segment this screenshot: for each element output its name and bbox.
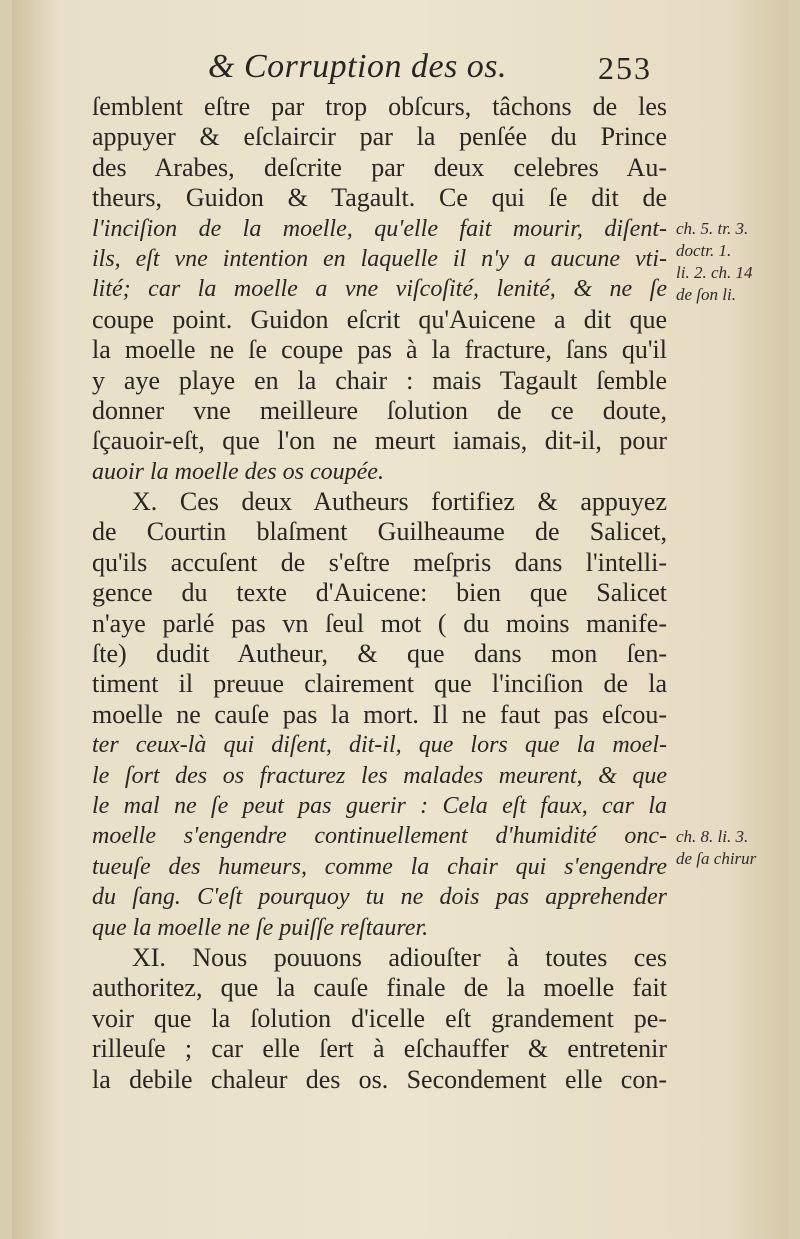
running-title: & Corruption des os. bbox=[208, 48, 508, 85]
margin-note-line: ch. 5. tr. 3. bbox=[676, 219, 749, 238]
text-line: ſemblent eſtre par trop obſcurs, tâchons de les bbox=[92, 92, 667, 121]
text-line: voir que la ſolution d'icelle eſt grandement pe- bbox=[92, 1003, 667, 1033]
text-line: gence du texte d'Auicene: bien que Salicet bbox=[92, 578, 667, 608]
text-line: timent il preuue clairement que l'inciſion de la bbox=[92, 669, 667, 699]
text-line: ſte) dudit Autheur, & que dans mon ſen- bbox=[92, 639, 667, 669]
text-line: tueuſe des humeurs, comme la chair qui s'engendre bbox=[92, 853, 667, 880]
text-line: ter ceux-là qui diſent, dit-il, que lors que la moel- bbox=[92, 732, 667, 759]
text-line: du ſang. C'eſt pourquoy tu ne dois pas apprehender bbox=[92, 884, 667, 911]
text-line: XI. Nous pouuons adiouſter à toutes ces bbox=[132, 942, 667, 972]
margin-note-line: doctr. 1. bbox=[676, 241, 732, 260]
text-line: theurs, Guidon & Tagault. Ce qui ſe dit de bbox=[92, 183, 667, 213]
text-line: de Courtin blaſment Guilheaume de Salicet, bbox=[92, 517, 667, 547]
text-line: l'inciſion de la moelle, qu'elle fait mourir, diſent- bbox=[92, 215, 667, 242]
margin-note-line: li. 2. ch. 14 bbox=[676, 263, 753, 282]
text-line: appuyer & eſclaircir par la penſée du Prince bbox=[92, 122, 667, 152]
text-line: n'aye parlé pas vn ſeul mot ( du moins manife- bbox=[92, 608, 667, 638]
text-line: authoritez, que la cauſe finale de la moelle fait bbox=[92, 973, 667, 1003]
text-line: y aye playe en la chair : mais Tagault ſemble bbox=[92, 365, 667, 395]
text-line: la debile chaleur des os. Secondement elle con- bbox=[92, 1064, 667, 1094]
margin-note-line: ch. 8. li. 3. bbox=[676, 827, 749, 846]
page-number: 253 bbox=[598, 50, 652, 86]
margin-note-line: de ſon li. bbox=[676, 285, 736, 304]
text-line: X. Ces deux Autheurs fortifiez & appuyez bbox=[132, 487, 667, 517]
text-line: la moelle ne ſe coupe pas à la fracture, ſans qu'il bbox=[92, 335, 667, 365]
text-line: rilleuſe ; car elle ſert à eſchauffer & entretenir bbox=[92, 1034, 667, 1064]
page-header bbox=[12, 48, 788, 94]
body-text bbox=[92, 92, 667, 1095]
book-page bbox=[12, 0, 788, 1239]
text-line: coupe point. Guidon eſcrit qu'Auicene a dit que bbox=[92, 304, 667, 334]
text-line: auoir la moelle des os coupée. bbox=[92, 458, 384, 485]
margin-note-line: de ſa chirur bbox=[676, 849, 757, 868]
margin-note-1 bbox=[676, 218, 753, 306]
text-line: le ſort des os fracturez les malades meurent, & que bbox=[92, 762, 667, 789]
text-line: lité; car la moelle a vne viſcoſité, lenité, & ne ſe bbox=[92, 276, 667, 303]
margin-note-2 bbox=[676, 826, 756, 870]
text-line: moelle s'engendre continuellement d'humidité onc- bbox=[92, 823, 667, 850]
text-line: moelle ne cauſe pas la mort. Il ne faut pas eſcou- bbox=[92, 699, 667, 729]
text-line: le mal ne ſe peut pas guerir : Cela eſt faux, car la bbox=[92, 792, 667, 819]
text-line: qu'ils accuſent de s'eſtre meſpris dans l'intelli- bbox=[92, 547, 667, 577]
text-line: des Arabes, deſcrite par deux celebres Au- bbox=[92, 152, 667, 182]
text-line: ils, eſt vne intention en laquelle il n'y a aucune vti- bbox=[92, 245, 667, 272]
text-line: ſçauoir-eſt, que l'on ne meurt iamais, dit-il, pour bbox=[92, 426, 667, 456]
text-line: donner vne meilleure ſolution de ce doute, bbox=[92, 395, 667, 425]
text-line: que la moelle ne ſe puiſſe reſtaurer. bbox=[92, 914, 429, 941]
